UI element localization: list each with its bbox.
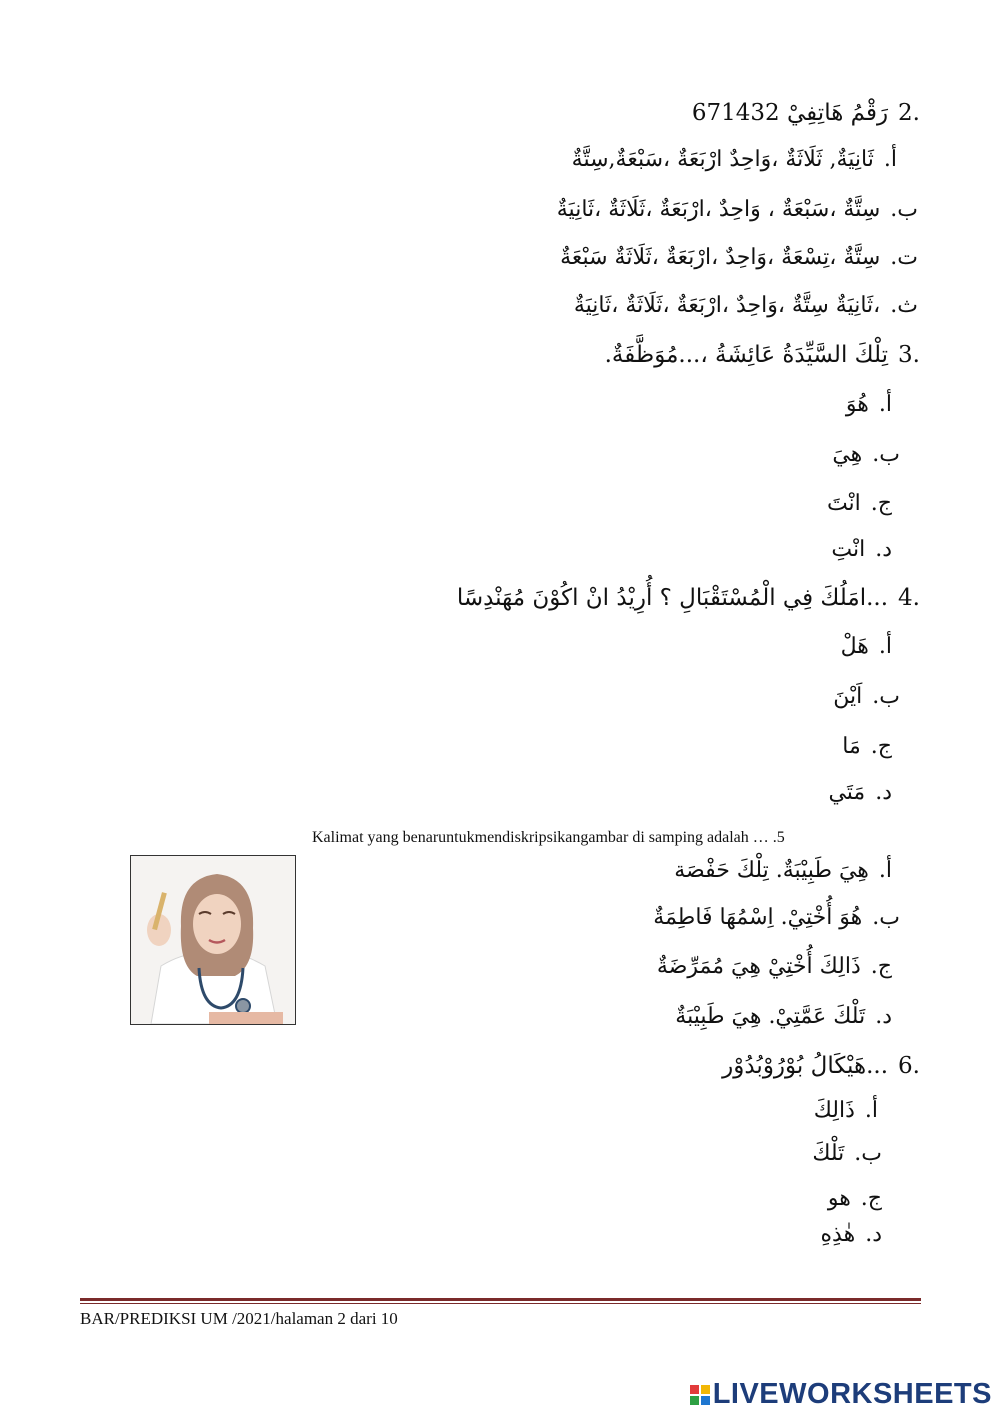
question-4 (457, 585, 920, 611)
brand-text: LIVEWORKSHEETS (712, 1378, 992, 1410)
question-stem: ...هَيْكَالُ بُوْرُوْبُدُوْر (722, 1053, 889, 1079)
option-b[interactable]: ب.هِيَ (832, 442, 900, 467)
doctor-image (131, 856, 295, 1024)
question-2 (692, 100, 920, 126)
question-number: 2. (898, 100, 920, 126)
option-b[interactable]: ب.تَلْكَ (812, 1141, 882, 1166)
footer-divider-thin (80, 1303, 921, 1304)
liveworksheets-logo (690, 1378, 992, 1411)
option-t[interactable]: ت.سِتَّةٌ ،تِسْعَةٌ ،وَاحِدٌ ،ارْبَعَةٌ ،ثَلَاثَةٌ سَبْعَةٌ (560, 245, 918, 270)
question-3 (605, 342, 920, 368)
page-footer: BAR/PREDIKSI UM /2021/halaman 2 dari 10 (80, 1309, 398, 1328)
option-th[interactable]: ث.،ثَانِيَةٌ سِتَّةٌ ،وَاحِدٌ ،ارْبَعَةٌ ،ثَلَاثَةٌ ،ثَانِيَةٌ (573, 293, 918, 318)
option-a[interactable]: أ.هَلْ (840, 634, 892, 659)
question-5-stem: Kalimat yang benaruntukmendiskripsikangambar di samping adalah … .5 (312, 829, 785, 846)
question-number: 4. (898, 585, 920, 611)
option-a[interactable]: أ.ذَالِكَ (813, 1098, 878, 1123)
option-d[interactable]: د.انْتِ (831, 537, 892, 562)
question-number: 6. (898, 1053, 920, 1079)
option-j[interactable]: ج.ذَالِكَ أُخْتِيْ هِيَ مُمَرِّضَةٌ (656, 954, 892, 979)
option-b[interactable]: ب.هُوَ أُخْتِيْ. اِسْمُهَا فَاطِمَةٌ (653, 905, 900, 930)
logo-icon (690, 1385, 710, 1405)
option-b[interactable]: ب.سِتَّةٌ ،سَبْعَةٌ ، وَاحِدٌ ،ارْبَعَةٌ ،ثَلَاثَةٌ ،ثَانِيَةٌ (556, 197, 918, 222)
question-number: 3. (898, 342, 920, 368)
option-j[interactable]: ج.انْتَ (826, 491, 892, 516)
option-d[interactable]: د.هٰذِهِ (820, 1222, 882, 1247)
option-j[interactable]: ج.هو (827, 1186, 882, 1211)
option-d[interactable]: د.تَلْكَ عَمَّتِيْ. هِيَ طَبِيْبَةٌ (675, 1004, 892, 1029)
question-6 (722, 1053, 920, 1079)
question-stem: ...امَلُكَ فِي الْمُسْتَقْبَالِ ؟ أُرِيْدُ انْ اكُوْنَ مُهَنْدِسًا (456, 585, 889, 611)
option-d[interactable]: د.مَتَي (828, 780, 892, 805)
doctor-photo (130, 855, 296, 1025)
question-stem: رَقْمُ هَاتِفِيْ 671432 (691, 100, 889, 126)
option-a[interactable]: أ.ثَانِيَةٌ, ثَلَاثَةٌ ،وَاحِدٌ ارْبَعَةٌ ،سَبْعَةٌ,سِتَّةٌ (571, 147, 897, 172)
footer-divider (80, 1298, 921, 1301)
option-j[interactable]: ج.مَا (842, 734, 892, 759)
question-stem: تِلْكَ السَّيِّدَةُ عَائِشَةُ ،...مُوَظَّفَةٌ. (604, 342, 889, 368)
option-b[interactable]: ب.اَيْنَ (833, 684, 900, 709)
option-a[interactable]: أ.هُوَ (845, 392, 892, 417)
option-a[interactable]: أ.هِيَ طَبِيْبَةٌ. تِلْكَ حَفْصَة (674, 858, 892, 883)
